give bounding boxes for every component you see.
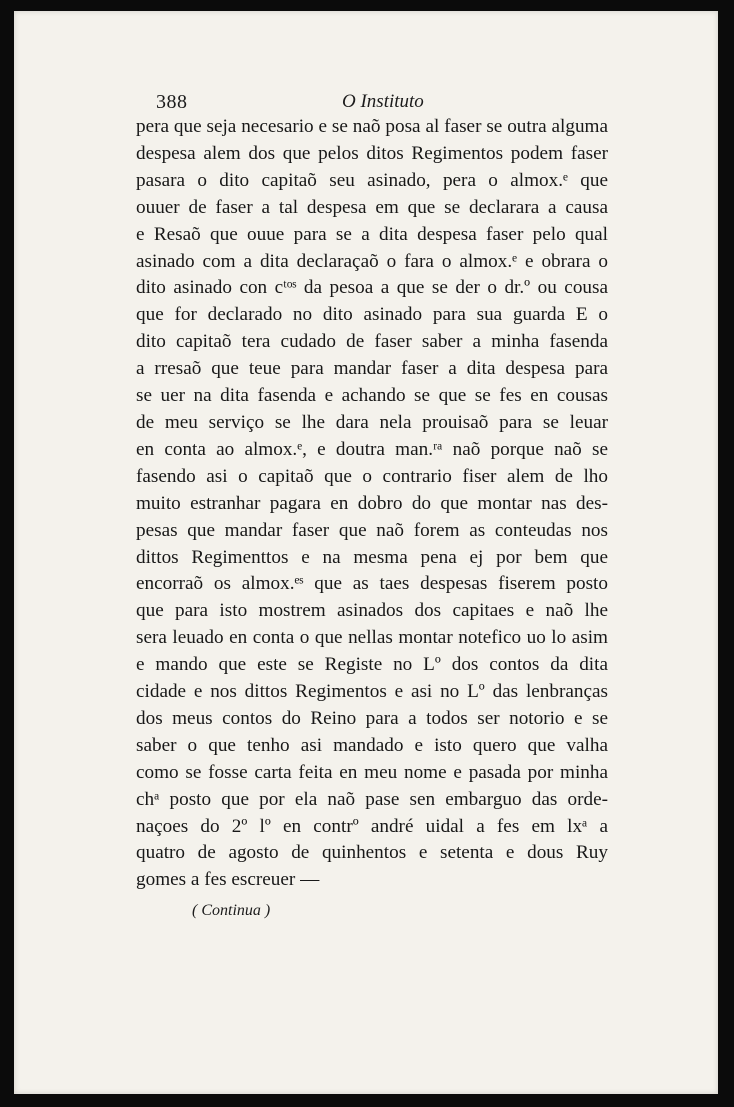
text-line: naçoes do 2º lº en contrº andré uidal a fes em lxᵃ a xyxy=(136,815,608,837)
text-line: quatro de agosto de quinhentos e setenta e dous Ruy xyxy=(136,842,608,864)
running-title: O Instituto xyxy=(342,91,424,112)
body-text xyxy=(136,114,608,894)
text-line: e Resaõ que ouue para se a dita despesa faser pelo qual xyxy=(136,223,608,245)
text-line: encorraõ os almox.ᵉˢ que as taes despesas fiserem posto xyxy=(136,573,608,595)
text-line: ouuer de faser a tal despesa em que se declarara a causa xyxy=(136,196,608,218)
text-line: asinado com a dita declaraçaõ o fara o almox.ᵉ e obrara o xyxy=(136,250,608,272)
text-line: pera que seja necesario e se naõ posa al faser se outra alguma xyxy=(136,116,608,137)
text-line: dittos Regimenttos e na mesma pena ej por bem que xyxy=(136,546,608,568)
text-line: muito estranhar pagara en dobro do que montar nas des- xyxy=(136,492,608,514)
text-line: pasara o dito capitaõ seu asinado, pera o almox.ᵉ que xyxy=(136,169,608,191)
text-line: gomes a fes escreuer — xyxy=(136,869,320,891)
text-line: que for declarado no dito asinado para sua guarda E o xyxy=(136,304,608,326)
text-line: sera leuado en conta o que nellas montar notefico uo lo asim xyxy=(136,627,608,649)
page-number: 388 xyxy=(156,91,188,113)
text-line: saber o que tenho asi mandado e isto quero que valha xyxy=(136,734,608,756)
text-line: de meu serviço se lhe dara nela prouisaõ para se leuar xyxy=(136,411,608,433)
text-line: cidade e nos dittos Regimentos e asi no Lº das lenbranças xyxy=(136,681,608,703)
text-line: se uer na dita fasenda e achando se que se fes en cousas xyxy=(136,385,608,407)
text-line: como se fosse carta feita en meu nome e pasada por minha xyxy=(136,761,608,783)
text-line: a rresaõ que teue para mandar faser a dita despesa para xyxy=(136,358,608,380)
continua-note: ( Continua ) xyxy=(192,902,271,919)
text-line: fasendo asi o capitaõ que o contrario fiser alem de lho xyxy=(136,465,608,487)
text-line: dito capitaõ tera cudado de faser saber a minha fasenda xyxy=(136,331,608,353)
text-line: despesa alem dos que pelos ditos Regimentos podem faser xyxy=(136,142,608,164)
text-line: e mando que este se Registe no Lº dos contos da dita xyxy=(136,654,608,676)
text-line: pesas que mandar faser que naõ forem as conteudas nos xyxy=(136,519,608,541)
text-line: dito asinado con cᵗᵒˢ da pesoa a que se der o dr.º ou cousa xyxy=(136,277,608,299)
text-line: dos meus contos do Reino para a todos ser notorio e se xyxy=(136,707,608,729)
text-line: en conta ao almox.ᵉ, e doutra man.ʳᵃ naõ porque naõ se xyxy=(136,438,608,460)
page-header xyxy=(152,79,632,113)
text-line: que para isto mostrem asinados dos capitaes e naõ lhe xyxy=(136,600,608,622)
text-line: chᵃ posto que por ela naõ pase sen embarguo das orde- xyxy=(136,788,608,810)
